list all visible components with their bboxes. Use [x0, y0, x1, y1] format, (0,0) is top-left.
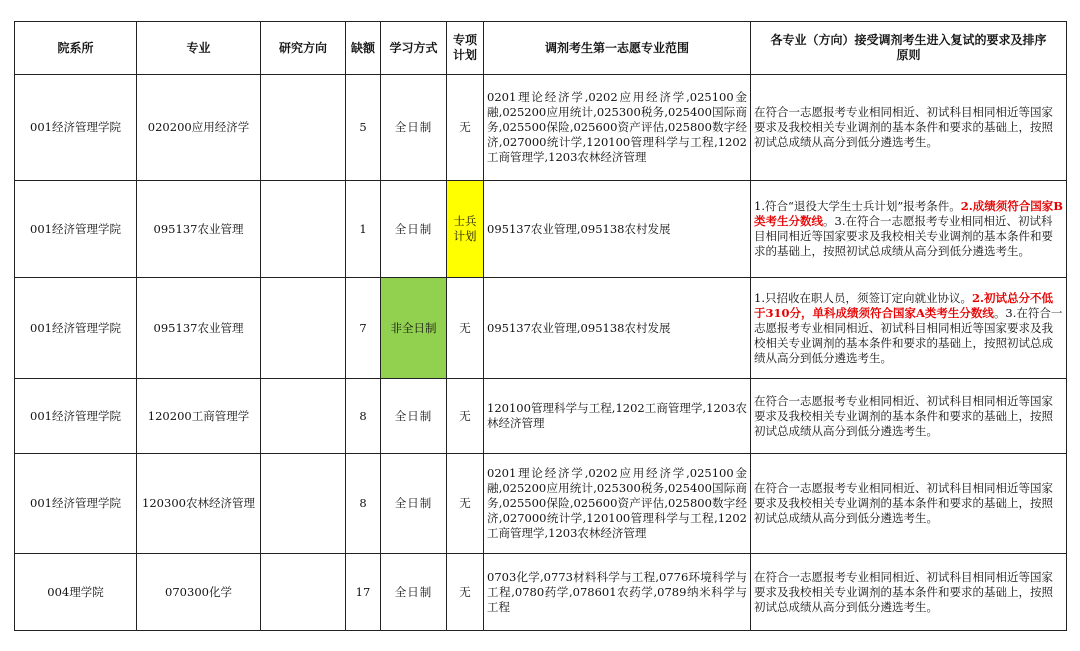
cell-mode: 非全日制 [381, 278, 447, 379]
cell-special: 士兵计划 [447, 181, 484, 278]
cell-special: 无 [447, 278, 484, 379]
cell-dept: 001经济管理学院 [15, 181, 137, 278]
req-text-tail: 。3.在符合一志愿报考专业相同相近、初试科目相同相近等国家要求及我校相关专业调剂的基本条件和要求的基础上，按照初试总成绩从高分到低分遴选考生。 [754, 214, 1053, 258]
req-text: 在符合一志愿报考专业相同相近、初试科目相同相近等国家要求及我校相关专业调剂的基本条件和要求的基础上，按照初试总成绩从高分到低分遴选考生。 [754, 481, 1053, 525]
cell-range: 0201理论经济学,0202应用经济学,025100金融,025200应用统计,025300税务,025400国际商务,025500保险,025600资产评估,025800数字经济,027000统计学,120100管理科学与工程,1202工商管理学,1203农林经济管理 [484, 454, 751, 554]
cell-vacancy: 8 [346, 379, 381, 454]
table-row [15, 278, 1067, 379]
req-red-text: 2.成绩须符合国家B类考生分数线 [754, 199, 1063, 228]
cell-range: 0703化学,0773材料科学与工程,0776环境科学与工程,0780药学,078601农药学,0789纳米科学与工程 [484, 554, 751, 631]
cell-special: 无 [447, 379, 484, 454]
cell-special: 无 [447, 554, 484, 631]
cell-dept: 001经济管理学院 [15, 278, 137, 379]
cell-dept: 001经济管理学院 [15, 454, 137, 554]
header-direction: 研究方向 [261, 22, 346, 75]
req-text: 1.符合“退役大学生士兵计划”报考条件。 [754, 199, 961, 213]
cell-dept: 004理学院 [15, 554, 137, 631]
cell-req [751, 181, 1067, 278]
cell-vacancy: 17 [346, 554, 381, 631]
cell-range: 0201理论经济学,0202应用经济学,025100金融,025200应用统计,025300税务,025400国际商务,025500保险,025600资产评估,025800数字经济,027000统计学,120100管理科学与工程,1202工商管理学,1203农林经济管理 [484, 75, 751, 181]
req-text-tail: 。3.在符合一志愿报考专业相同相近、初试科目相同相近等国家要求及我校相关专业调剂的基本条件和要求的基础上，按照初试总成绩从高分到低分遴选考生。 [754, 305, 1063, 365]
table-row [15, 454, 1067, 554]
cell-req [751, 75, 1067, 181]
cell-vacancy: 1 [346, 181, 381, 278]
cell-direction [261, 278, 346, 379]
table-row [15, 75, 1067, 181]
cell-req [751, 278, 1067, 379]
header-vacancy: 缺额 [346, 22, 381, 75]
cell-dept: 001经济管理学院 [15, 75, 137, 181]
cell-mode: 全日制 [381, 554, 447, 631]
cell-mode: 全日制 [381, 75, 447, 181]
cell-dept: 001经济管理学院 [15, 379, 137, 454]
header-range: 调剂考生第一志愿专业范围 [484, 22, 751, 75]
cell-major: 095137农业管理 [137, 278, 261, 379]
header-req: 各专业（方向）接受调剂考生进入复试的要求及排序原则 [751, 22, 1067, 75]
cell-special: 无 [447, 75, 484, 181]
cell-mode: 全日制 [381, 454, 447, 554]
cell-range: 095137农业管理,095138农村发展 [484, 278, 751, 379]
cell-direction [261, 454, 346, 554]
header-mode: 学习方式 [381, 22, 447, 75]
table-row [15, 554, 1067, 631]
cell-direction [261, 181, 346, 278]
cell-req [751, 454, 1067, 554]
req-red-text: 2.初试总分不低于310分，单科成绩须符合国家A类考生分数线 [754, 290, 1053, 320]
cell-major: 095137农业管理 [137, 181, 261, 278]
cell-mode: 全日制 [381, 379, 447, 454]
req-text: 在符合一志愿报考专业相同相近、初试科目相同相近等国家要求及我校相关专业调剂的基本条件和要求的基础上，按照初试总成绩从高分到低分遴选考生。 [754, 105, 1053, 149]
req-text: 在符合一志愿报考专业相同相近、初试科目相同相近等国家要求及我校相关专业调剂的基本条件和要求的基础上，按照初试总成绩从高分到低分遴选考生。 [754, 393, 1053, 438]
req-text: 1.只招收在职人员，须签订定向就业协议。 [754, 290, 972, 305]
adjustment-table [14, 21, 1067, 631]
header-special: 专项计划 [447, 22, 484, 75]
cell-vacancy: 5 [346, 75, 381, 181]
cell-vacancy: 7 [346, 278, 381, 379]
cell-range: 120100管理科学与工程,1202工商管理学,1203农林经济管理 [484, 379, 751, 454]
cell-req [751, 379, 1067, 454]
cell-direction [261, 379, 346, 454]
cell-major: 120200工商管理学 [137, 379, 261, 454]
header-major: 专业 [137, 22, 261, 75]
cell-mode: 全日制 [381, 181, 447, 278]
cell-special: 无 [447, 454, 484, 554]
table-row [15, 181, 1067, 278]
req-text: 在符合一志愿报考专业相同相近、初试科目相同相近等国家要求及我校相关专业调剂的基本条件和要求的基础上，按照初试总成绩从高分到低分遴选考生。 [754, 569, 1053, 614]
cell-major: 120300农林经济管理 [137, 454, 261, 554]
cell-vacancy: 8 [346, 454, 381, 554]
cell-direction [261, 554, 346, 631]
cell-range: 095137农业管理,095138农村发展 [484, 181, 751, 278]
header-row [15, 22, 1067, 75]
cell-req [751, 554, 1067, 631]
header-dept: 院系所 [15, 22, 137, 75]
cell-direction [261, 75, 346, 181]
cell-major: 020200应用经济学 [137, 75, 261, 181]
cell-major: 070300化学 [137, 554, 261, 631]
table-row [15, 379, 1067, 454]
